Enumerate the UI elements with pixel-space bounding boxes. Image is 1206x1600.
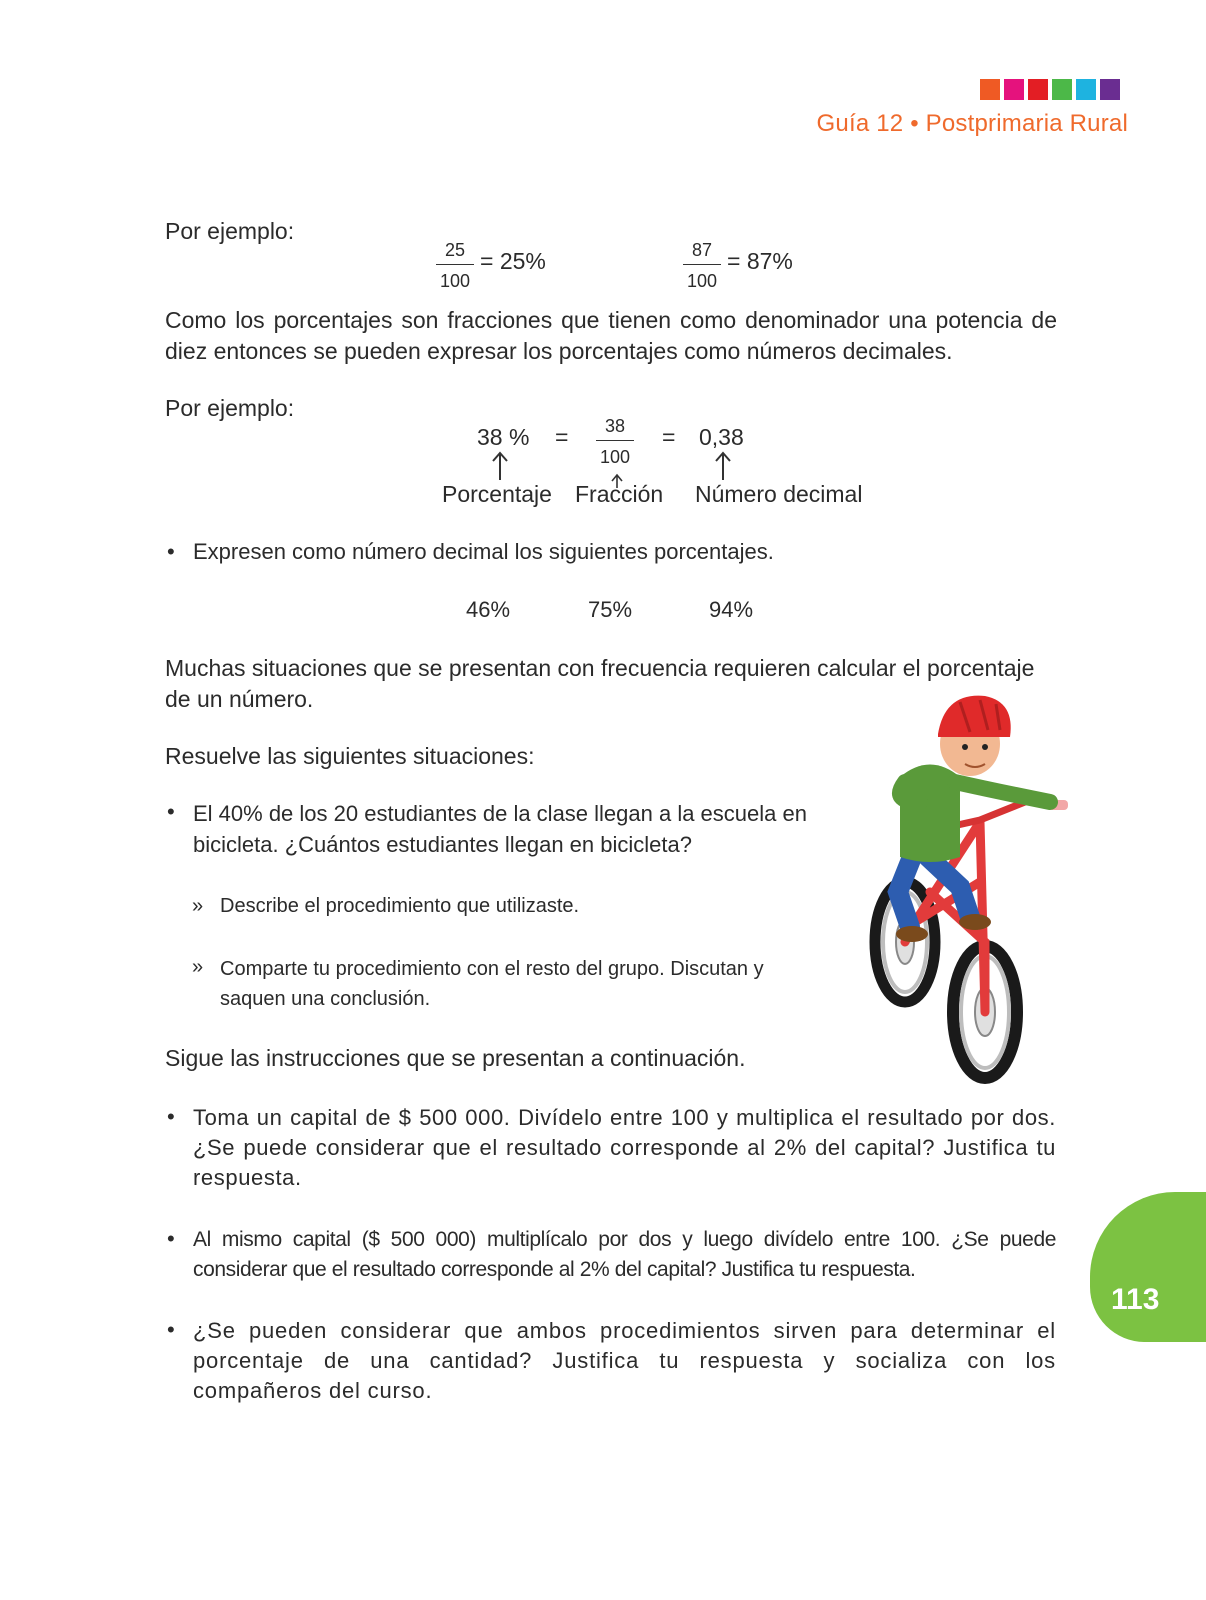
page-number: 113 [1111,1283,1160,1316]
bullet-marker: • [167,1104,175,1129]
sub-bullet-marker: » [192,895,204,917]
instruction-item: ¿Se pueden considerar que ambos procedimientos sirven para determinar el porcentaje de una cantidad? Justifica tu respuesta y socializa con los compañeros del curso. [193,1318,1056,1403]
bullet-marker: • [167,539,175,564]
fraction-25-100 [436,240,474,292]
sub-item-share: Comparte tu procedimiento con el resto del grupo. Discutan y saquen una conclusión. [220,958,764,1010]
exercise-express-decimals: Expresen como número decimal los siguientes porcentajes. [193,539,774,564]
label-fraction: Fracción [575,481,664,507]
situations-title: Resuelve las siguientes situaciones: [165,743,535,769]
fraction-38-100 [596,416,634,468]
boy-on-bicycle-icon [820,682,1105,1087]
color-strip [980,79,1120,100]
color-swatch [1076,79,1096,100]
color-swatch [1100,79,1120,100]
page-number-tab [1090,1192,1206,1342]
fraction-87-100 [683,240,721,292]
instruction-item: Al mismo capital ($ 500 000) multiplícalo por dos y luego divídelo entre 100. ¿Se puede considerar que el resultado corresponde al 2% del capital? Justifica tu respuesta. [193,1228,1056,1281]
percent-item: 94% [709,597,754,622]
fraction-denominator: 100 [439,271,471,291]
sub-item-describe: Describe el procedimiento que utilizaste. [220,895,580,917]
fraction-denominator: 100 [686,271,718,291]
paragraph-situations: Muchas situaciones que se presentan con frecuencia requieren calcular el porcentaje de un número. [165,655,1035,712]
equals-sign: = [555,424,569,450]
sub-bullet-marker: » [192,956,204,978]
example-label: Por ejemplo: [165,218,295,244]
percent-item: 46% [466,597,511,622]
label-decimal: Número decimal [695,481,863,507]
instructions-title: Sigue las instrucciones que se presentan a continuación. [165,1045,746,1071]
bullet-marker: • [167,1317,175,1342]
percent-value: 38 % [477,424,530,450]
percent-item: 75% [588,597,633,622]
instruction-item: Toma un capital de $ 500 000. Divídelo entre 100 y multiplica el resultado por dos. ¿Se puede considerar que el resultado corresponde al 2% del capital? Justifica tu respuesta. [193,1105,1056,1190]
fraction-denominator: 100 [599,447,631,467]
equals-sign: = [662,424,676,450]
label-percent: Porcentaje [442,481,552,507]
paragraph-percent-fractions: Como los porcentajes son fracciones que tienen como denominador una potencia de diez entonces se pueden expresar los porcentajes como números decimales. [165,307,1057,364]
color-swatch [1028,79,1048,100]
arrow-up-icon [490,450,510,482]
header-title: Guía 12 • Postprimaria Rural [816,110,1128,137]
fraction-result: = 25% [480,248,546,274]
fraction-numerator: 38 [596,416,634,441]
fraction-result: = 87% [727,248,793,274]
fraction-numerator: 25 [436,240,474,265]
arrow-up-icon [713,450,733,482]
example-label: Por ejemplo: [165,395,295,421]
fraction-numerator: 87 [683,240,721,265]
color-swatch [980,79,1000,100]
decimal-value: 0,38 [699,424,744,450]
color-swatch [1052,79,1072,100]
situation-bicycle: El 40% de los 20 estudiantes de la clase llegan a la escuela en bicicleta. ¿Cuántos estudiantes llegan en bicicleta? [193,801,807,857]
bullet-marker: • [167,799,175,824]
bullet-marker: • [167,1226,175,1251]
color-swatch [1004,79,1024,100]
